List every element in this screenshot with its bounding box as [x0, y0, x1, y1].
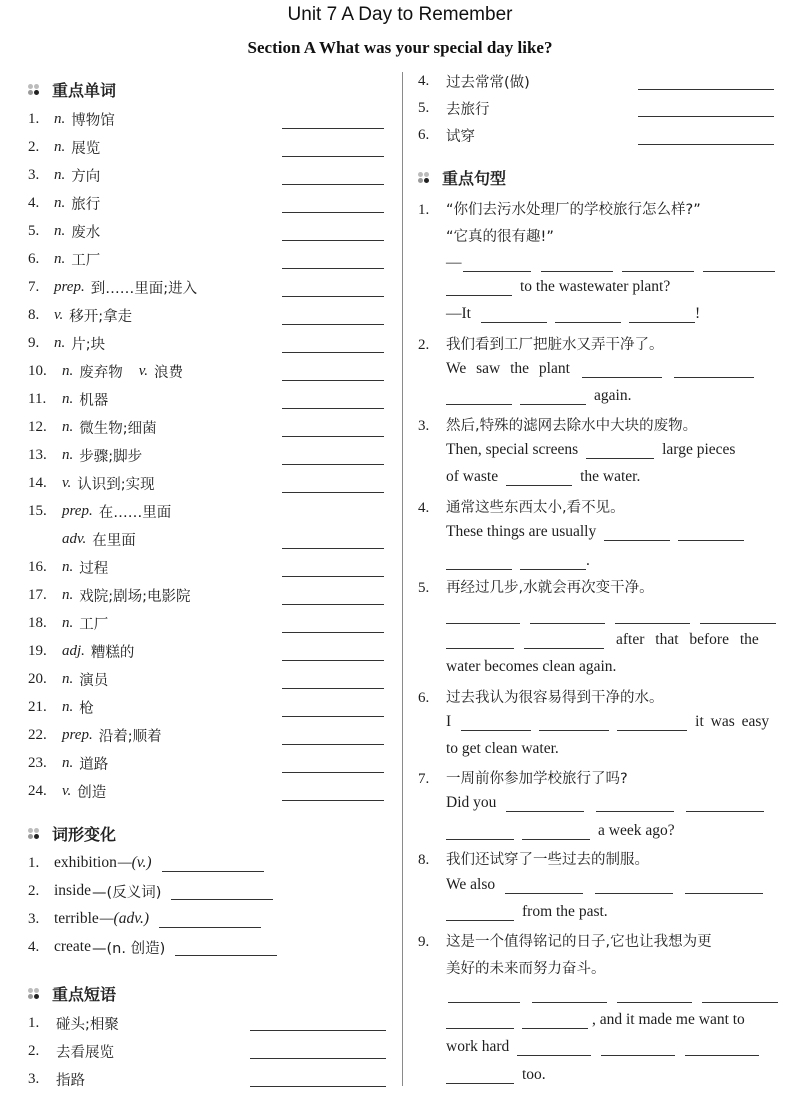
answer-blank[interactable] — [446, 632, 514, 649]
answer-blank[interactable] — [250, 1086, 386, 1087]
answer-blank[interactable] — [461, 714, 531, 731]
vocab-item: 14. v. 认识到;实现 — [28, 474, 155, 493]
vocab-heading-label: 重点单词 — [52, 81, 117, 100]
answer-blank[interactable] — [446, 388, 512, 405]
vocab-item: 23. n. 道路 — [28, 754, 109, 773]
vocab-item: 6. n. 工厂 — [28, 250, 101, 269]
vocab-item: 11. n. 机器 — [28, 390, 109, 409]
answer-blank[interactable] — [617, 1002, 692, 1003]
vocab-item: 8. v. 移开;拿走 — [28, 306, 133, 325]
answer-blank[interactable] — [282, 296, 384, 297]
answer-blank[interactable] — [638, 89, 774, 90]
answer-blank[interactable] — [282, 184, 384, 185]
answer-blank[interactable] — [446, 823, 514, 840]
answer-blank[interactable] — [282, 772, 384, 773]
answer-blank[interactable] — [282, 548, 384, 549]
word-form-item: 3. terrible —(adv.) — [28, 906, 261, 932]
answer-blank[interactable] — [282, 128, 384, 129]
vocab-item: 7. prep. 到……里面;进入 — [28, 278, 198, 297]
answer-blank[interactable] — [446, 1012, 514, 1029]
answer-blank[interactable] — [520, 553, 586, 570]
phrase-item: 1. 碰头;相聚 — [28, 1014, 119, 1033]
vocab-item: 4. n. 旅行 — [28, 194, 101, 213]
section-heading-word-forms — [28, 822, 116, 845]
phrase-item: 5. 去旅行 — [418, 99, 490, 118]
answer-blank[interactable] — [282, 604, 384, 605]
answer-blank[interactable] — [282, 240, 384, 241]
answer-blank[interactable] — [685, 1039, 759, 1056]
sentences-heading-label: 重点句型 — [442, 169, 507, 188]
answer-blank[interactable] — [463, 271, 531, 272]
answer-blank[interactable] — [446, 1067, 514, 1084]
answer-blank[interactable] — [282, 632, 384, 633]
answer-blank[interactable] — [622, 271, 694, 272]
vocab-item: 24. v. 创造 — [28, 782, 107, 801]
answer-blank[interactable] — [530, 623, 605, 624]
answer-blank[interactable] — [506, 469, 572, 486]
phrase-item: 4. 过去常常(做) — [418, 72, 530, 91]
vocab-item: 19. adj. 糟糕的 — [28, 642, 135, 661]
answer-blank[interactable] — [282, 744, 384, 745]
answer-blank[interactable] — [282, 492, 384, 493]
word-form-item: 2. inside —(反义词) — [28, 878, 273, 904]
answer-blank[interactable] — [702, 1002, 778, 1003]
answer-blank[interactable] — [282, 408, 384, 409]
unit-title: Unit 7 A Day to Remember — [287, 4, 513, 25]
answer-blank[interactable] — [282, 464, 384, 465]
bullet-dots-icon — [28, 828, 42, 840]
answer-blank[interactable] — [282, 156, 384, 157]
bullet-dots-icon — [28, 84, 42, 96]
vocab-item: 20. n. 演员 — [28, 670, 109, 689]
answer-blank[interactable] — [505, 877, 583, 894]
vocab-item: 18. n. 工厂 — [28, 614, 109, 633]
answer-blank[interactable] — [638, 116, 774, 117]
bullet-dots-icon — [28, 988, 42, 1000]
answer-blank[interactable] — [555, 306, 621, 323]
answer-blank[interactable] — [282, 380, 384, 381]
answer-blank[interactable] — [282, 800, 384, 801]
phrases-heading-label: 重点短语 — [52, 985, 117, 1004]
answer-blank[interactable] — [282, 324, 384, 325]
answer-blank[interactable] — [522, 1012, 588, 1029]
answer-blank[interactable] — [615, 623, 690, 624]
word-form-item: 1. exhibition —(v.) — [28, 850, 264, 876]
vocab-item-continued: adv. 在里面 — [62, 530, 136, 549]
vocab-item: 15. prep. 在……里面 — [28, 502, 172, 521]
answer-blank[interactable] — [446, 623, 520, 624]
vocab-item: 12. n. 微生物;细菌 — [28, 418, 157, 437]
answer-blank[interactable] — [448, 1002, 520, 1003]
answer-blank[interactable] — [175, 939, 277, 956]
answer-blank[interactable] — [159, 911, 261, 928]
answer-blank[interactable] — [522, 823, 590, 840]
answer-blank[interactable] — [282, 352, 384, 353]
vocab-item: 16. n. 过程 — [28, 558, 109, 577]
answer-blank[interactable] — [686, 795, 764, 812]
answer-blank[interactable] — [596, 795, 674, 812]
vocab-item: 1. n. 博物馆 — [28, 110, 115, 129]
answer-blank[interactable] — [481, 306, 547, 323]
answer-blank[interactable] — [638, 144, 774, 145]
answer-blank[interactable] — [617, 714, 687, 731]
answer-blank[interactable] — [539, 714, 609, 731]
answer-blank[interactable] — [685, 877, 763, 894]
answer-blank[interactable] — [524, 632, 604, 649]
answer-blank[interactable] — [520, 388, 586, 405]
bullet-dots-icon — [418, 172, 432, 184]
vocab-item: 3. n. 方向 — [28, 166, 101, 185]
answer-blank[interactable] — [282, 716, 384, 717]
answer-blank[interactable] — [446, 904, 514, 921]
answer-blank[interactable] — [282, 268, 384, 269]
vocab-item: 13. n. 步骤;脚步 — [28, 446, 143, 465]
word-forms-heading-label: 词形变化 — [52, 825, 117, 844]
vocab-item: 9. n. 片;块 — [28, 334, 106, 353]
phrase-item: 3. 指路 — [28, 1070, 85, 1089]
answer-blank[interactable] — [282, 212, 384, 213]
answer-blank[interactable] — [629, 306, 695, 323]
answer-blank[interactable] — [601, 1039, 675, 1056]
answer-blank[interactable] — [282, 660, 384, 661]
section-heading-sentences — [418, 166, 506, 189]
vocab-item: 17. n. 戏院;剧场;电影院 — [28, 586, 191, 605]
answer-blank[interactable] — [541, 271, 613, 272]
section-heading-vocab — [28, 78, 116, 101]
answer-blank[interactable] — [678, 524, 744, 541]
phrase-item: 2. 去看展览 — [28, 1042, 114, 1061]
vocab-item: 2. n. 展览 — [28, 138, 101, 157]
answer-blank[interactable] — [250, 1030, 386, 1031]
word-form-item: 4. create —(n. 创造) — [28, 934, 277, 960]
vocab-item: 22. prep. 沿着;顺着 — [28, 726, 162, 745]
answer-blank[interactable] — [532, 1002, 607, 1003]
answer-blank[interactable] — [282, 576, 384, 577]
section-heading-phrases — [28, 982, 116, 1005]
answer-blank[interactable] — [171, 883, 273, 900]
answer-blank[interactable] — [162, 855, 264, 872]
answer-blank[interactable] — [674, 361, 754, 378]
answer-blank[interactable] — [703, 271, 775, 272]
column-divider — [402, 72, 403, 1086]
answer-blank[interactable] — [586, 442, 654, 459]
answer-blank[interactable] — [595, 877, 673, 894]
answer-blank[interactable] — [282, 688, 384, 689]
answer-blank[interactable] — [282, 436, 384, 437]
answer-blank[interactable] — [604, 524, 670, 541]
section-subtitle: Section A What was your special day like? — [247, 38, 553, 57]
answer-blank[interactable] — [582, 361, 662, 378]
answer-blank[interactable] — [517, 1039, 591, 1056]
answer-blank[interactable] — [446, 553, 512, 570]
vocab-item: 10. n. 废弃物 v. 浪费 — [28, 362, 184, 381]
answer-blank[interactable] — [700, 623, 776, 624]
vocab-item: 21. n. 枪 — [28, 698, 94, 717]
answer-blank[interactable] — [446, 279, 512, 296]
vocab-item: 5. n. 废水 — [28, 222, 101, 241]
phrase-item: 6. 试穿 — [418, 126, 475, 145]
answer-blank[interactable] — [506, 795, 584, 812]
answer-blank[interactable] — [250, 1058, 386, 1059]
